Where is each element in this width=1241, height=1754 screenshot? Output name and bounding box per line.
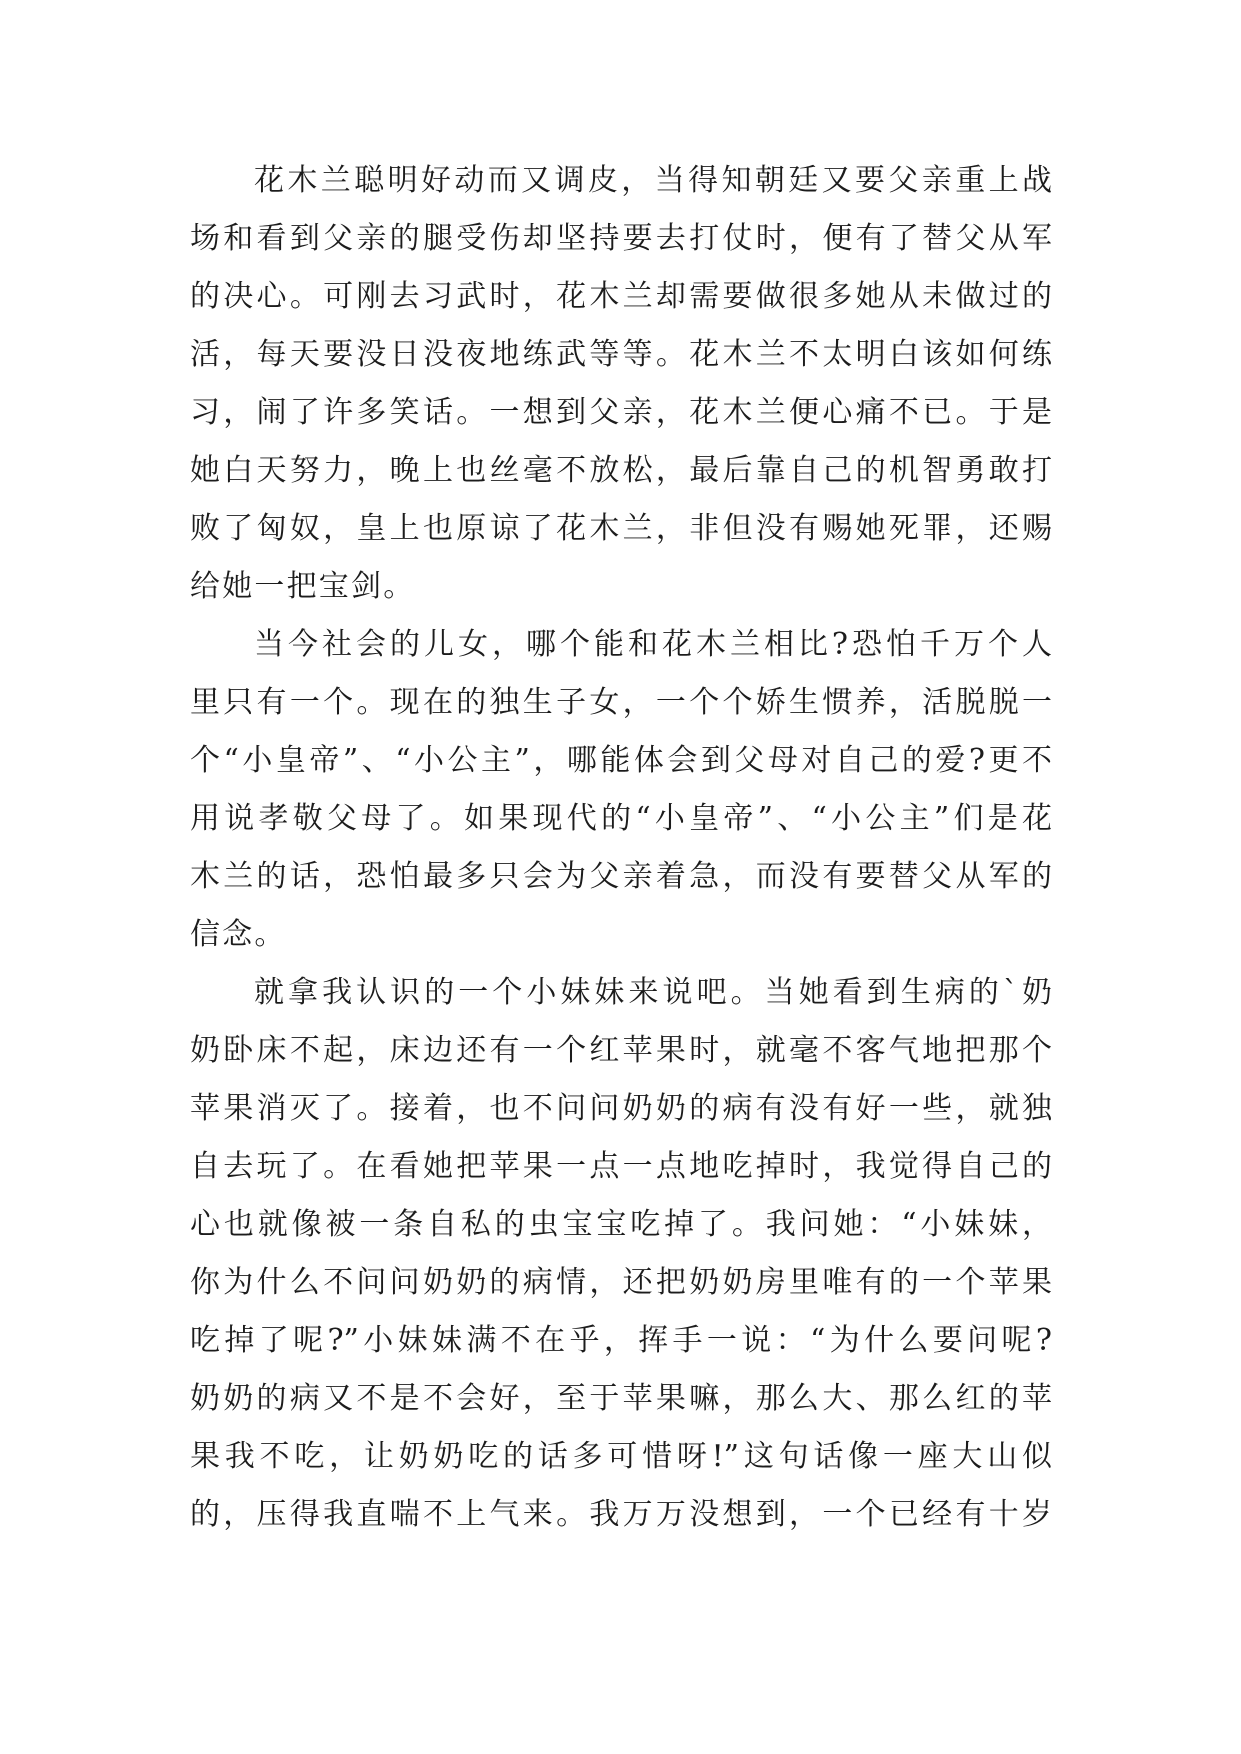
text-line: 场和看到父亲的腿受伤却坚持要去打仗时，便有了替父从军 (190, 221, 1052, 256)
paragraph-little-sister (190, 964, 1052, 1544)
paragraph-modern-children (190, 616, 1052, 964)
text-line: 你为什么不问问奶奶的病情，还把奶奶房里唯有的一个苹果 (190, 1265, 1052, 1300)
text-line: 果我不吃，让奶奶吃的话多可惜呀!”这句话像一座大山似 (190, 1439, 1052, 1474)
text-line: 的决心。可刚去习武时，花木兰却需要做很多她从未做过的 (190, 279, 1052, 314)
text-line: 奶卧床不起，床边还有一个红苹果时，就毫不客气地把那个 (190, 1033, 1052, 1068)
text-line: 信念。 (190, 917, 287, 952)
text-line: 用说孝敬父母了。如果现代的“小皇帝”、“小公主”们是花 (190, 801, 1052, 836)
document-page (190, 152, 1052, 1544)
text-line: 她白天努力，晚上也丝毫不放松，最后靠自己的机智勇敢打 (190, 453, 1052, 488)
text-line: 个“小皇帝”、“小公主”，哪能体会到父母对自己的爱?更不 (190, 743, 1052, 778)
text-line: 里只有一个。现在的独生子女，一个个娇生惯养，活脱脱一 (190, 685, 1052, 720)
text-line: 的，压得我直喘不上气来。我万万没想到，一个已经有十岁 (190, 1497, 1052, 1532)
paragraph-hua-mulan-story (190, 152, 1052, 616)
text-line: 吃掉了呢?”小妹妹满不在乎，挥手一说：“为什么要问呢? (190, 1323, 1052, 1358)
text-line: 当今社会的儿女，哪个能和花木兰相比?恐怕千万个人 (254, 627, 1052, 662)
text-line: 给她一把宝剑。 (190, 569, 416, 604)
text-line: 自去玩了。在看她把苹果一点一点地吃掉时，我觉得自己的 (190, 1149, 1052, 1184)
text-line: 活，每天要没日没夜地练武等等。花木兰不太明白该如何练 (190, 337, 1052, 372)
text-line: 心也就像被一条自私的虫宝宝吃掉了。我问她：“小妹妹， (190, 1207, 1052, 1242)
text-line: 奶奶的病又不是不会好，至于苹果嘛，那么大、那么红的苹 (190, 1381, 1052, 1416)
text-line: 习，闹了许多笑话。一想到父亲，花木兰便心痛不已。于是 (190, 395, 1052, 430)
text-line: 败了匈奴，皇上也原谅了花木兰，非但没有赐她死罪，还赐 (190, 511, 1052, 546)
text-line: 就拿我认识的一个小妹妹来说吧。当她看到生病的`奶 (254, 975, 1052, 1010)
text-line: 花木兰聪明好动而又调皮，当得知朝廷又要父亲重上战 (254, 163, 1052, 198)
text-line: 木兰的话，恐怕最多只会为父亲着急，而没有要替父从军的 (190, 859, 1052, 894)
text-line: 苹果消灭了。接着，也不问问奶奶的病有没有好一些，就独 (190, 1091, 1052, 1126)
